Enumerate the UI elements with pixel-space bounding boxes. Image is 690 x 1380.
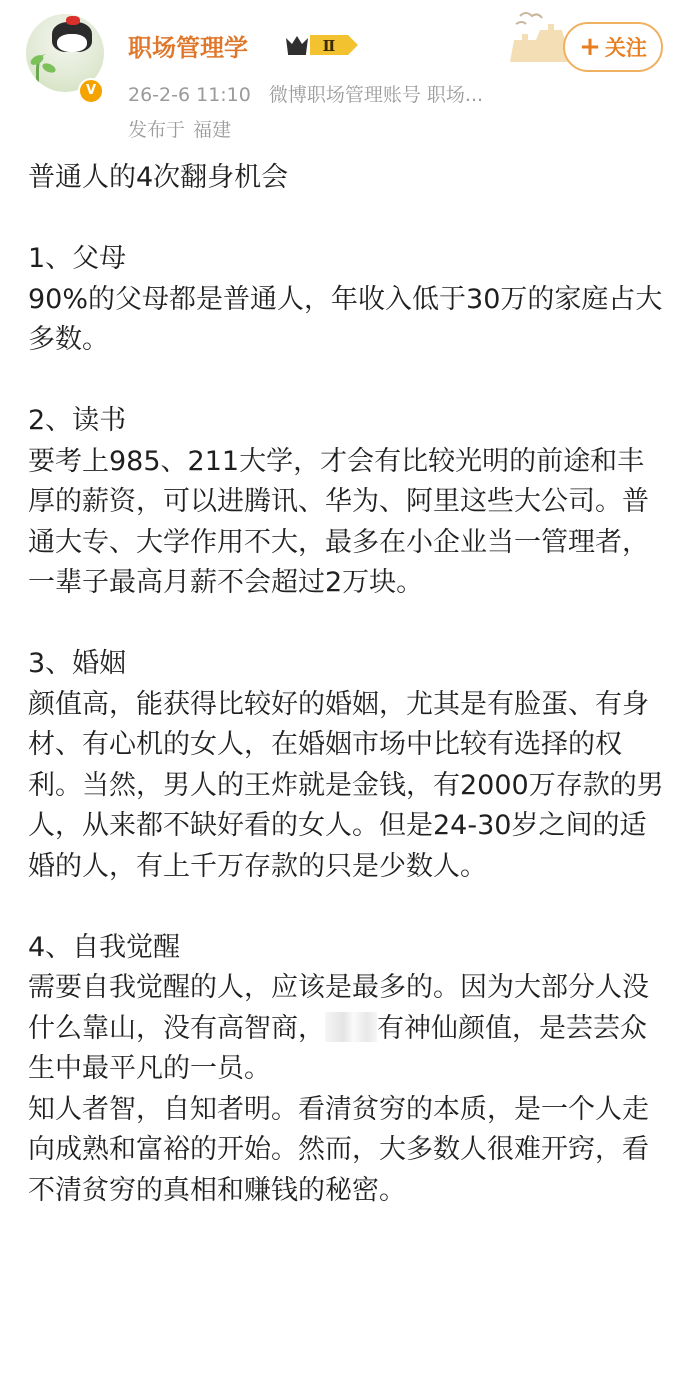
follow-label: 关注: [604, 36, 647, 60]
location-name: 福建: [193, 119, 232, 141]
location-prefix: 发布于: [128, 119, 186, 141]
post-header: [0, 0, 690, 150]
section-heading: 3、婚姻: [28, 648, 127, 679]
section-paragraph: 要考上985、211大学，才会有比较光明的前途和丰厚的薪资，可以进腾讯、华为、阿里这些大公司。普通大专、大学作用不大，最多在小企业当一管理者，一辈子最高月薪不会超过2万块。: [28, 445, 649, 598]
cat-face: [57, 34, 87, 52]
bow-decoration: [66, 16, 80, 25]
post-location: [128, 115, 231, 142]
paragraph-text: 需要自我觉醒的人，应该是最多的。因为大部分人没什么靠山，没有高智商，: [28, 972, 649, 1044]
section-heading: 4、自我觉醒: [28, 931, 181, 963]
section-paragraph: 90%的父母都是普通人，年收入低于30万的家庭占大多数。: [28, 283, 663, 355]
section-paragraph: [28, 968, 668, 1090]
post-source[interactable]: 微博职场管理账号 职场...: [268, 84, 484, 106]
paragraph-text: 有神仙颜值，是芸芸众生中最平凡的一员。: [28, 1012, 647, 1084]
username[interactable]: 职场管理学: [128, 34, 248, 62]
section-heading: 1、父母: [28, 243, 127, 274]
plus-icon: +: [579, 32, 601, 62]
member-level-badge[interactable]: [284, 32, 360, 58]
section-heading: 2、读书: [28, 405, 127, 436]
post-timestamp: 26-2-6 11:10: [128, 84, 251, 106]
verified-icon: V: [78, 78, 104, 104]
level-text: Ⅱ: [322, 37, 336, 55]
redacted-text: [325, 1012, 377, 1042]
post-body: [28, 158, 668, 1211]
follow-button[interactable]: [563, 22, 663, 72]
section-paragraph: 知人者智，自知者明。看清贫穷的本质，是一个人走向成熟和富裕的开始。然而，大多数人很难开窍，看不清贫穷的真相和赚钱的秘密。: [28, 1093, 649, 1206]
post-meta: [128, 80, 538, 107]
section-paragraph: 颜值高，能获得比较好的婚姻，尤其是有脸蛋、有身材、有心机的女人，在婚姻市场中比较有选择的权利。当然，男人的王炸就是金钱，有2000万存款的男人，从来都不缺好看的女人。但是24-30岁之间的适婚的人，有上千万存款的只是少数人。: [28, 688, 664, 882]
post-title: 普通人的4次翻身机会: [28, 162, 289, 193]
